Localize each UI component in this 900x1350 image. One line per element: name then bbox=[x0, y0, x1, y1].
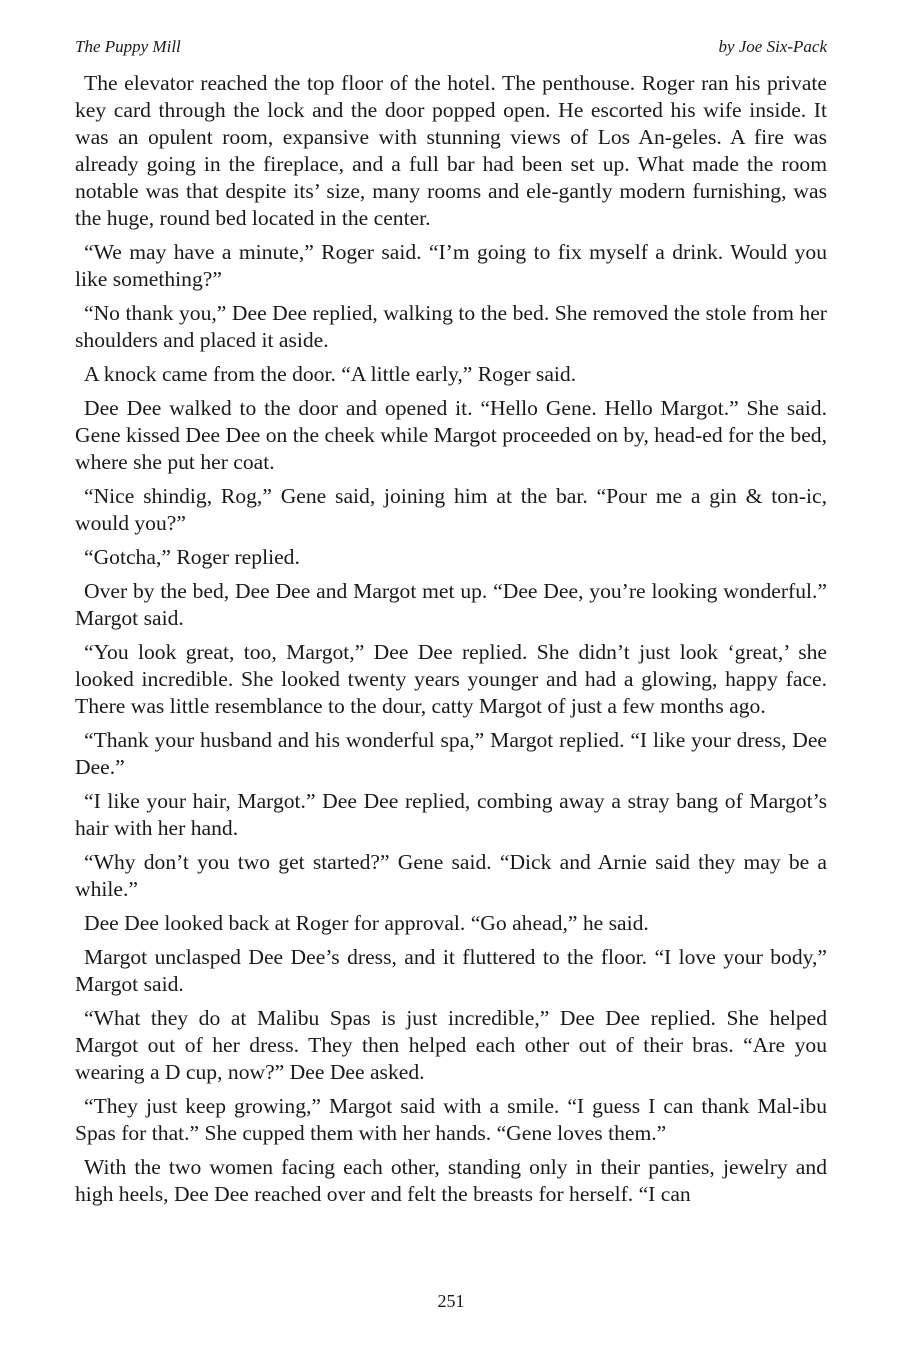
paragraph: “I like your hair, Margot.” Dee Dee replied, combing away a stray bang of Margot’s hair with her hand. bbox=[75, 789, 827, 840]
paragraph: “Why don’t you two get started?” Gene said. “Dick and Arnie said they may be a while.” bbox=[75, 850, 827, 901]
book-page bbox=[75, 0, 827, 1350]
page-number: 251 bbox=[437, 1291, 465, 1311]
paragraph: With the two women facing each other, standing only in their panties, jewelry and high heels, Dee Dee reached over and felt the breasts for herself. “I can bbox=[75, 1155, 827, 1206]
paragraph: A knock came from the door. “A little early,” Roger said. bbox=[84, 362, 577, 386]
body-text bbox=[75, 70, 827, 1215]
book-title: The Puppy Mill bbox=[75, 37, 181, 56]
author-name: by Joe Six-Pack bbox=[718, 37, 827, 56]
running-head bbox=[75, 36, 827, 58]
paragraph: “They just keep growing,” Margot said with a smile. “I guess I can thank Mal-ibu Spas for that.” She cupped them with her hands. “Gene loves them.” bbox=[75, 1094, 827, 1145]
paragraph: “What they do at Malibu Spas is just incredible,” Dee Dee replied. She helped Margot out of her dress. They then helped each other out of their bras. “Are you wearing a D cup, now?” Dee Dee asked. bbox=[75, 1006, 827, 1084]
paragraph: “Gotcha,” Roger replied. bbox=[84, 545, 300, 569]
paragraph: Dee Dee walked to the door and opened it. “Hello Gene. Hello Margot.” She said. Gene kissed Dee Dee on the cheek while Margot proceeded on by, head-ed for the bed, where she put her coat. bbox=[75, 396, 827, 474]
paragraph: Margot unclasped Dee Dee’s dress, and it fluttered to the floor. “I love your body,” Margot said. bbox=[75, 945, 827, 996]
paragraph: Dee Dee looked back at Roger for approval. “Go ahead,” he said. bbox=[84, 911, 649, 935]
paragraph: Over by the bed, Dee Dee and Margot met up. “Dee Dee, you’re looking wonderful.” Margot said. bbox=[75, 579, 827, 630]
paragraph: “We may have a minute,” Roger said. “I’m going to fix myself a drink. Would you like something?” bbox=[75, 240, 827, 291]
paragraph: “No thank you,” Dee Dee replied, walking to the bed. She removed the stole from her shoulders and placed it aside. bbox=[75, 301, 827, 352]
paragraph: “Thank your husband and his wonderful spa,” Margot replied. “I like your dress, Dee Dee.” bbox=[75, 728, 827, 779]
paragraph: The elevator reached the top floor of the hotel. The penthouse. Roger ran his private key card through the lock and the door popped open. He escorted his wife inside. It was an opulent room, expansive with stunning views of Los An-geles. A fire was already going in the fireplace, and a full bar had been set up. What made the room notable was that despite its’ size, many rooms and ele-gantly modern furnishing, was the huge, round bed located in the center. bbox=[75, 71, 827, 230]
paragraph: “You look great, too, Margot,” Dee Dee replied. She didn’t just look ‘great,’ she looked incredible. She looked twenty years younger and had a glowing, happy face. There was little resemblance to the dour, catty Margot of just a few months ago. bbox=[75, 640, 827, 718]
paragraph: “Nice shindig, Rog,” Gene said, joining him at the bar. “Pour me a gin & ton-ic, would you?” bbox=[75, 484, 827, 535]
